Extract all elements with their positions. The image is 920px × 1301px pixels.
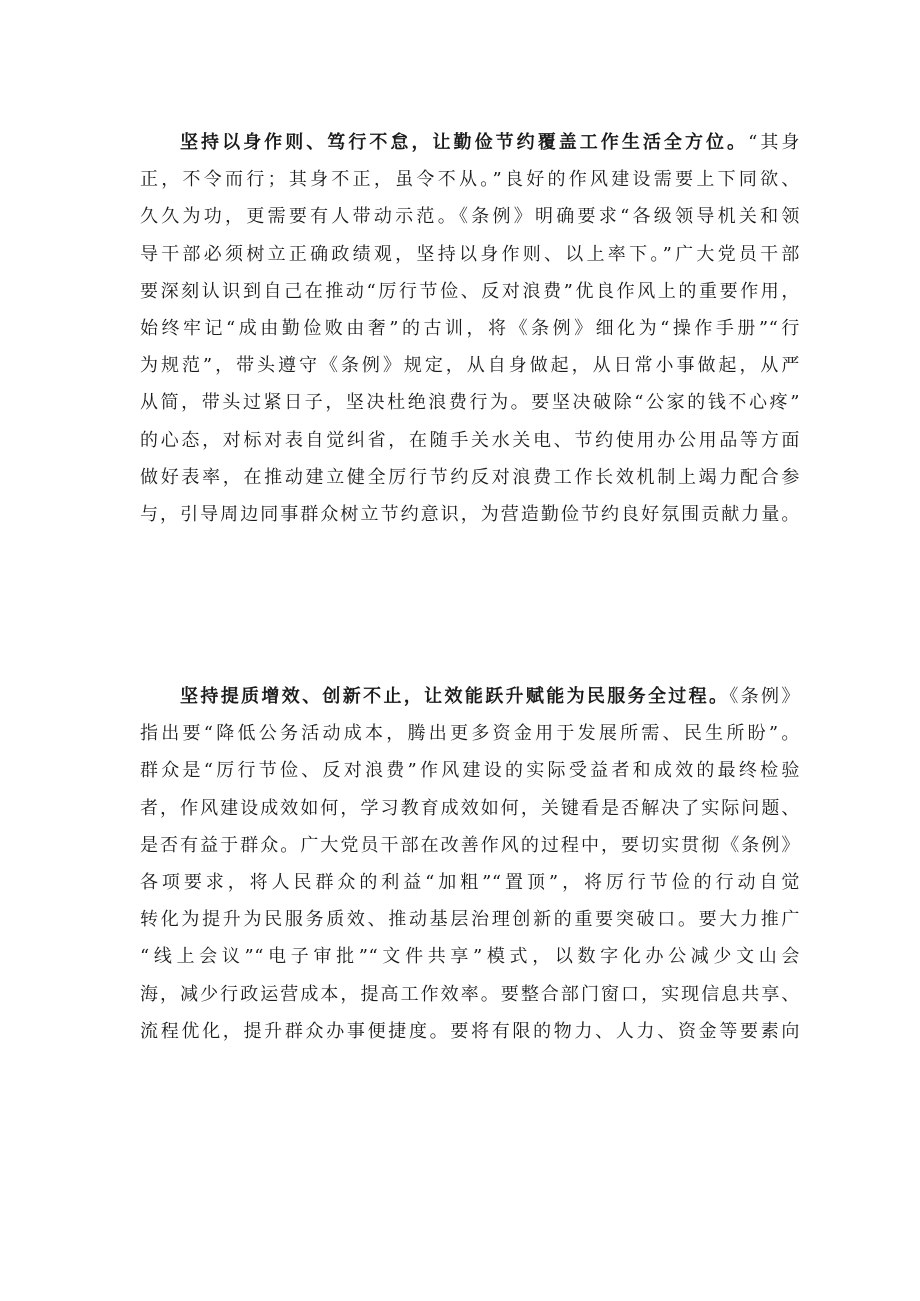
paragraph-first-line: [140, 124, 800, 161]
paragraph-line: 始终牢记“成由勤俭败由奢”的古训，将《条例》细化为“操作手册”“行: [140, 317, 800, 339]
paragraph-line: “线上会议”“电子审批”“文件共享”模式，以数字化办公减少文山会: [140, 946, 800, 968]
paragraph-line: 做好表率，在推动建立健全厉行节约反对浪费工作长效机制上竭力配合参: [140, 466, 800, 488]
paragraph-first-line-rest: 《条例》: [729, 686, 800, 707]
paragraph-first-line: [140, 678, 800, 715]
paragraph-line: 各项要求，将人民群众的利益“加粗”“置顶”，将厉行节俭的行动自觉: [140, 871, 800, 893]
paragraph-line: 正，不令而行；其身不正，虽令不从。”良好的作风建设需要上下同欲、: [140, 169, 800, 191]
paragraph-lead-sentence: 坚持提质增效、创新不止，让效能跃升赋能为民服务全过程。: [180, 686, 730, 707]
paragraph-line: 久久为功，更需要有人带动示范。《条例》明确要求“各级领导机关和领: [140, 206, 800, 228]
paragraph-line: 指出要“降低公务活动成本，腾出更多资金用于发展所需、民生所盼”。: [140, 723, 800, 745]
paragraph-first-line-rest: “其身: [748, 132, 800, 153]
paragraph-line: 群众是“厉行节俭、反对浪费”作风建设的实际受益者和成效的最终检验: [140, 760, 800, 782]
paragraph-lead-sentence: 坚持以身作则、笃行不怠，让勤俭节约覆盖工作生活全方位。: [180, 132, 749, 153]
paragraph-line: 转化为提升为民服务质效、推动基层治理创新的重要突破口。要大力推广: [140, 909, 800, 931]
paragraph-line: 的心态，对标对表自觉纠省，在随手关水关电、节约使用办公用品等方面: [140, 429, 800, 451]
paragraph-line: 导干部必须树立正确政绩观，坚持以身作则、以上率下。”广大党员干部: [140, 243, 800, 265]
paragraph-line: 为规范”，带头遵守《条例》规定，从自身做起，从日常小事做起，从严: [140, 355, 800, 377]
paragraph-line: 从简，带头过紧日子，坚决杜绝浪费行为。要坚决破除“公家的钱不心疼”: [140, 392, 800, 414]
paragraph-line: 流程优化，提升群众办事便捷度。要将有限的物力、人力、资金等要素向: [140, 1020, 800, 1042]
paragraph-efficiency: [140, 678, 800, 1050]
paragraph-line: 与，引导周边同事群众树立节约意识，为营造勤俭节约良好氛围贡献力量。: [140, 503, 800, 525]
paragraph-line: 海，减少行政运营成本，提高工作效率。要整合部门窗口，实现信息共享、: [140, 983, 800, 1005]
paragraph-line: 者，作风建设成效如何，学习教育成效如何，关键看是否解决了实际问题、: [140, 797, 800, 819]
paragraph-frugality: [140, 124, 800, 533]
paragraph-line: 是否有益于群众。广大党员干部在改善作风的过程中，要切实贯彻《条例》: [140, 834, 800, 856]
paragraph-line: 要深刻认识到自己在推动“厉行节俭、反对浪费”优良作风上的重要作用，: [140, 280, 800, 302]
